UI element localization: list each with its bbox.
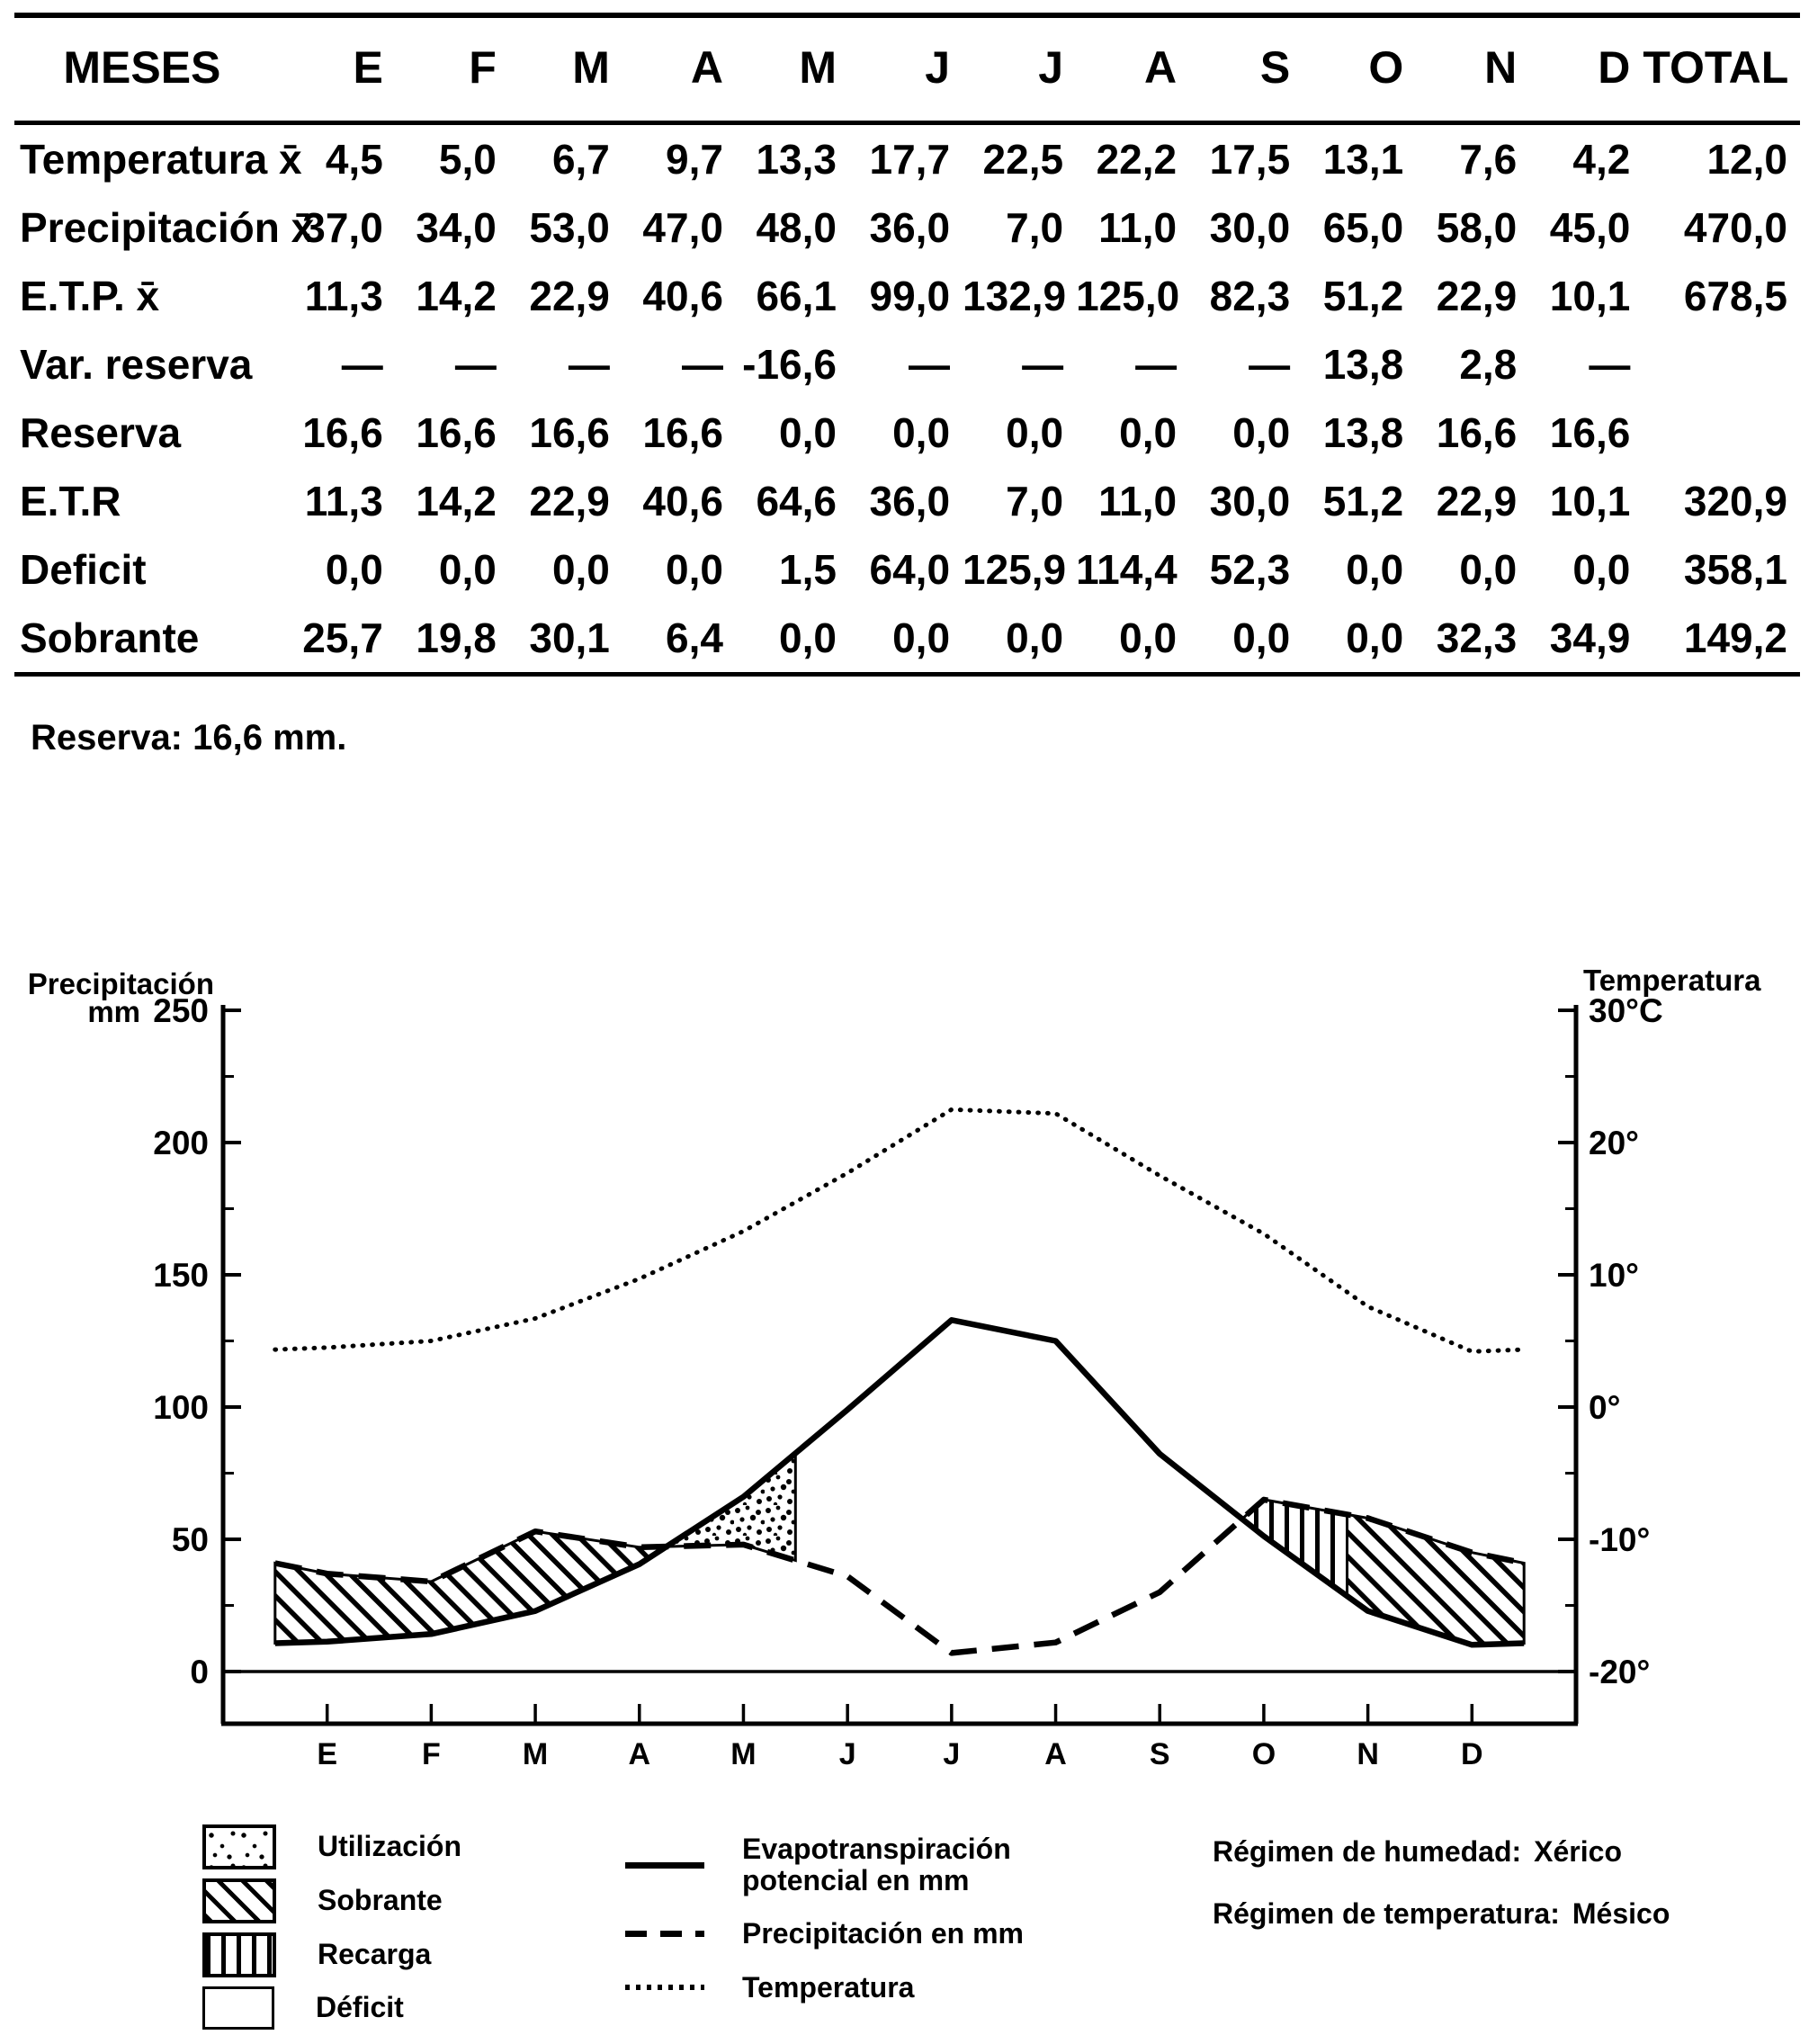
table-cell: 48,0 — [756, 204, 837, 251]
table-cell: 13,8 — [1322, 409, 1404, 456]
column-header: J — [963, 15, 1076, 123]
left-axis-tick-label: 100 — [153, 1389, 209, 1426]
table-cell: 64,0 — [869, 546, 951, 593]
table-cell: 82,3 — [1209, 273, 1291, 319]
table-row — [14, 262, 1800, 330]
legend-line-group — [625, 1833, 1024, 2025]
table-cell: 0,0 — [325, 546, 383, 593]
left-axis-tick-label: 50 — [171, 1521, 209, 1558]
table-cell: 0,0 — [779, 614, 837, 661]
curve-temperatura — [275, 1109, 1524, 1351]
table-row — [14, 535, 1800, 604]
water-balance-table — [14, 13, 1800, 677]
table-cell: 51,2 — [1322, 273, 1404, 319]
solid-line-icon — [625, 1862, 704, 1869]
table-cell: 34,9 — [1549, 614, 1631, 661]
table-cell: 0,0 — [1119, 614, 1178, 661]
deficit-swatch-icon — [202, 1986, 274, 2030]
table-cell: 358,1 — [1683, 546, 1787, 593]
legend-item-deficit — [202, 1986, 461, 2030]
water-balance-table-section — [0, 0, 1818, 758]
table-cell: 14,2 — [416, 478, 497, 524]
etp-line-label-line1: Evapotranspiración — [742, 1833, 1011, 1865]
table-cell: 5,0 — [438, 136, 497, 183]
climate-chart-section — [0, 955, 1818, 1796]
month-label: N — [1357, 1737, 1379, 1771]
table-cell: 0,0 — [1232, 614, 1291, 661]
table-body — [14, 123, 1800, 675]
left-axis-title: Precipitación — [27, 967, 214, 1000]
table-cell: 16,6 — [1549, 409, 1631, 456]
table-cell: 0,0 — [892, 614, 951, 661]
table-cell: 0,0 — [1572, 546, 1631, 593]
table-row — [14, 330, 1800, 399]
row-label: Precipitación x̄ — [20, 204, 315, 251]
left-axis-tick-label: 0 — [190, 1654, 209, 1690]
table-cell: — — [909, 341, 951, 388]
table-cell — [1643, 399, 1800, 467]
temperature-regime — [1213, 1897, 1670, 1931]
table-cell: 0,0 — [779, 409, 837, 456]
right-axis-tick-label: -20° — [1589, 1654, 1651, 1690]
table-cell: 40,6 — [642, 273, 723, 319]
table-cell: 114,4 — [1076, 546, 1178, 593]
left-axis-tick-label: 150 — [153, 1257, 209, 1294]
temperature-regime-label: Régimen de temperatura: — [1213, 1897, 1560, 1930]
legend-item-utilizacion — [202, 1824, 461, 1869]
month-label: J — [838, 1737, 856, 1771]
chart-legend — [0, 1819, 1818, 2044]
month-label: E — [317, 1737, 338, 1771]
table-cell: 0,0 — [438, 546, 497, 593]
table-cell: 0,0 — [1006, 409, 1064, 456]
column-header: A — [1076, 15, 1189, 123]
dashed-line-icon — [625, 1931, 704, 1937]
table-cell: 99,0 — [869, 273, 951, 319]
column-header: S — [1189, 15, 1303, 123]
humidity-regime — [1213, 1835, 1670, 1869]
humidity-regime-value: Xérico — [1534, 1835, 1622, 1868]
row-label: Deficit — [20, 546, 147, 593]
table-cell: 30,0 — [1209, 204, 1291, 251]
month-label: A — [628, 1737, 651, 1771]
table-cell: 1,5 — [779, 546, 837, 593]
column-header: N — [1416, 15, 1529, 123]
utilizacion-label: Utilización — [318, 1830, 462, 1863]
left-axis-unit: mm — [87, 995, 140, 1028]
dotted-line-icon — [625, 1985, 704, 1990]
month-label: O — [1251, 1737, 1276, 1771]
table-cell: 16,6 — [1436, 409, 1518, 456]
table-cell: 14,2 — [416, 273, 497, 319]
table-cell: 11,0 — [1098, 204, 1178, 251]
table-cell: 0,0 — [892, 409, 951, 456]
table-cell: 11,3 — [304, 273, 383, 319]
column-header: J — [849, 15, 963, 123]
table-cell: — — [1135, 341, 1178, 388]
table-cell: 37,0 — [302, 204, 383, 251]
table-cell: 22,9 — [529, 273, 610, 319]
table-cell: 2,8 — [1459, 341, 1518, 388]
table-cell: — — [1022, 341, 1064, 388]
regime-group — [1213, 1835, 1670, 1959]
table-cell: 125,9 — [963, 546, 1067, 593]
row-label: E.T.R — [20, 478, 121, 524]
table-cell: 22,2 — [1096, 136, 1178, 183]
table-cell: 132,9 — [963, 273, 1067, 319]
table-cell: — — [454, 341, 497, 388]
reserve-note: Reserva: 16,6 mm. — [31, 718, 347, 758]
table-cell: 36,0 — [869, 478, 951, 524]
row-label: Sobrante — [20, 614, 200, 661]
area-sobrante-right — [1348, 1514, 1525, 1645]
table-cell: — — [1249, 341, 1291, 388]
column-header: A — [622, 15, 736, 123]
legend-item-recarga — [202, 1932, 461, 1977]
table-cell: 0,0 — [1459, 546, 1518, 593]
table-cell: 47,0 — [642, 204, 723, 251]
table-cell: 4,5 — [325, 136, 383, 183]
legend-item-sobrante — [202, 1878, 461, 1923]
table-cell: 13,1 — [1322, 136, 1404, 183]
sobrante-swatch-icon — [202, 1878, 276, 1923]
utilizacion-swatch-icon — [202, 1824, 276, 1869]
legend-pattern-group — [202, 1824, 461, 2039]
table-cell: 149,2 — [1683, 614, 1787, 661]
legend-item-temperatura-line — [625, 1972, 1024, 2004]
table-cell: — — [681, 341, 723, 388]
table-cell: 16,6 — [302, 409, 383, 456]
table-cell: 125,0 — [1076, 273, 1180, 319]
table-cell: 58,0 — [1436, 204, 1518, 251]
deficit-label: Déficit — [316, 1991, 404, 2024]
table-cell: 4,2 — [1572, 136, 1631, 183]
right-axis-tick-label: 30°C — [1589, 992, 1663, 1029]
table-cell: 470,0 — [1683, 204, 1787, 251]
sobrante-label: Sobrante — [318, 1884, 443, 1917]
table-cell: 34,0 — [416, 204, 497, 251]
table-cell: 0,0 — [665, 546, 723, 593]
table-cell: 16,6 — [416, 409, 497, 456]
table-cell: -16,6 — [742, 341, 837, 388]
table-cell: 64,6 — [756, 478, 837, 524]
table-cell: 22,9 — [1436, 478, 1518, 524]
legend-item-etp-line — [625, 1833, 1024, 1896]
table-cell: 7,6 — [1459, 136, 1518, 183]
table-cell: 51,2 — [1322, 478, 1404, 524]
column-header: M — [509, 15, 622, 123]
column-header: O — [1303, 15, 1416, 123]
table-cell: 16,6 — [642, 409, 723, 456]
table-cell: 0,0 — [1346, 546, 1404, 593]
column-header: E — [282, 15, 396, 123]
table-cell: 10,1 — [1549, 273, 1631, 319]
right-axis-tick-label: -10° — [1589, 1521, 1651, 1558]
table-cell: 13,3 — [756, 136, 837, 183]
month-label: A — [1044, 1737, 1067, 1771]
table-header-row — [14, 15, 1800, 123]
table-row — [14, 193, 1800, 262]
table-cell: 7,0 — [1006, 204, 1064, 251]
right-axis-tick-label: 10° — [1589, 1257, 1639, 1294]
row-label: Var. reserva — [20, 341, 253, 388]
table-cell: — — [1589, 341, 1631, 388]
etp-line-label-line2: potencial en mm — [742, 1864, 970, 1897]
month-label: D — [1461, 1737, 1483, 1771]
month-label: F — [421, 1737, 441, 1771]
right-axis-tick-label: 20° — [1589, 1125, 1639, 1161]
table-cell: 16,6 — [529, 409, 610, 456]
table-cell: 52,3 — [1209, 546, 1291, 593]
left-axis-tick-label: 250 — [153, 992, 209, 1029]
table-cell: 0,0 — [1232, 409, 1291, 456]
table-cell: 678,5 — [1683, 273, 1787, 319]
table-cell: 22,9 — [1436, 273, 1518, 319]
month-label: M — [730, 1737, 757, 1771]
month-label: S — [1149, 1737, 1170, 1771]
left-axis-tick-label: 200 — [153, 1125, 209, 1161]
table-cell: — — [341, 341, 383, 388]
table-cell: 11,0 — [1098, 478, 1178, 524]
table-cell: 7,0 — [1006, 478, 1064, 524]
table-cell: 320,9 — [1683, 478, 1787, 524]
table-cell: 53,0 — [529, 204, 610, 251]
table-cell: 10,1 — [1549, 478, 1631, 524]
table-row — [14, 399, 1800, 467]
right-axis-tick-label: 0° — [1589, 1389, 1621, 1426]
temperatura-line-label: Temperatura — [742, 1970, 915, 2004]
table-cell: — — [568, 341, 610, 388]
table-cell: 6,7 — [551, 136, 610, 183]
row-label: E.T.P. x̄ — [20, 273, 160, 319]
climate-chart — [0, 955, 1818, 1796]
column-header: D — [1529, 15, 1643, 123]
table-cell: 0,0 — [551, 546, 610, 593]
column-header: TOTAL — [1643, 15, 1800, 123]
table-cell — [1643, 330, 1800, 399]
column-header-meses: MESES — [14, 15, 282, 123]
table-cell: 30,0 — [1209, 478, 1291, 524]
table-cell: 22,9 — [529, 478, 610, 524]
table-cell: 9,7 — [665, 136, 723, 183]
table-row — [14, 604, 1800, 675]
row-label: Temperatura x̄ — [20, 136, 302, 183]
table-row — [14, 123, 1800, 194]
table-cell: 12,0 — [1706, 136, 1787, 183]
table-cell: 25,7 — [302, 614, 383, 661]
temperature-regime-value: Mésico — [1572, 1897, 1670, 1930]
column-header: F — [396, 15, 509, 123]
right-axis-title: Temperatura — [1583, 964, 1761, 997]
table-cell: 32,3 — [1436, 614, 1518, 661]
etp-line-label — [742, 1833, 1011, 1896]
precipitacion-line-label: Precipitación en mm — [742, 1917, 1024, 1950]
table-cell: 13,8 — [1322, 341, 1404, 388]
table-header — [14, 15, 1800, 123]
table-row — [14, 467, 1800, 535]
table-cell: 22,5 — [982, 136, 1064, 183]
month-label: J — [943, 1737, 961, 1771]
table-cell: 17,5 — [1209, 136, 1291, 183]
row-label: Reserva — [20, 409, 182, 456]
table-cell: 17,7 — [869, 136, 951, 183]
recarga-label: Recarga — [318, 1938, 432, 1971]
table-cell: 30,1 — [529, 614, 610, 661]
table-cell: 0,0 — [1006, 614, 1064, 661]
table-cell: 11,3 — [304, 478, 383, 524]
table-cell: 40,6 — [642, 478, 723, 524]
table-cell: 45,0 — [1549, 204, 1631, 251]
recarga-swatch-icon — [202, 1932, 276, 1977]
table-cell: 19,8 — [416, 614, 497, 661]
legend-item-precipitacion-line — [625, 1918, 1024, 1950]
table-cell: 6,4 — [665, 614, 723, 661]
table-cell: 0,0 — [1119, 409, 1178, 456]
column-header: M — [736, 15, 849, 123]
table-cell: 0,0 — [1346, 614, 1404, 661]
table-cell: 65,0 — [1322, 204, 1404, 251]
humidity-regime-label: Régimen de humedad: — [1213, 1835, 1522, 1868]
month-label: M — [522, 1737, 549, 1771]
table-cell: 66,1 — [756, 273, 837, 319]
table-cell: 36,0 — [869, 204, 951, 251]
